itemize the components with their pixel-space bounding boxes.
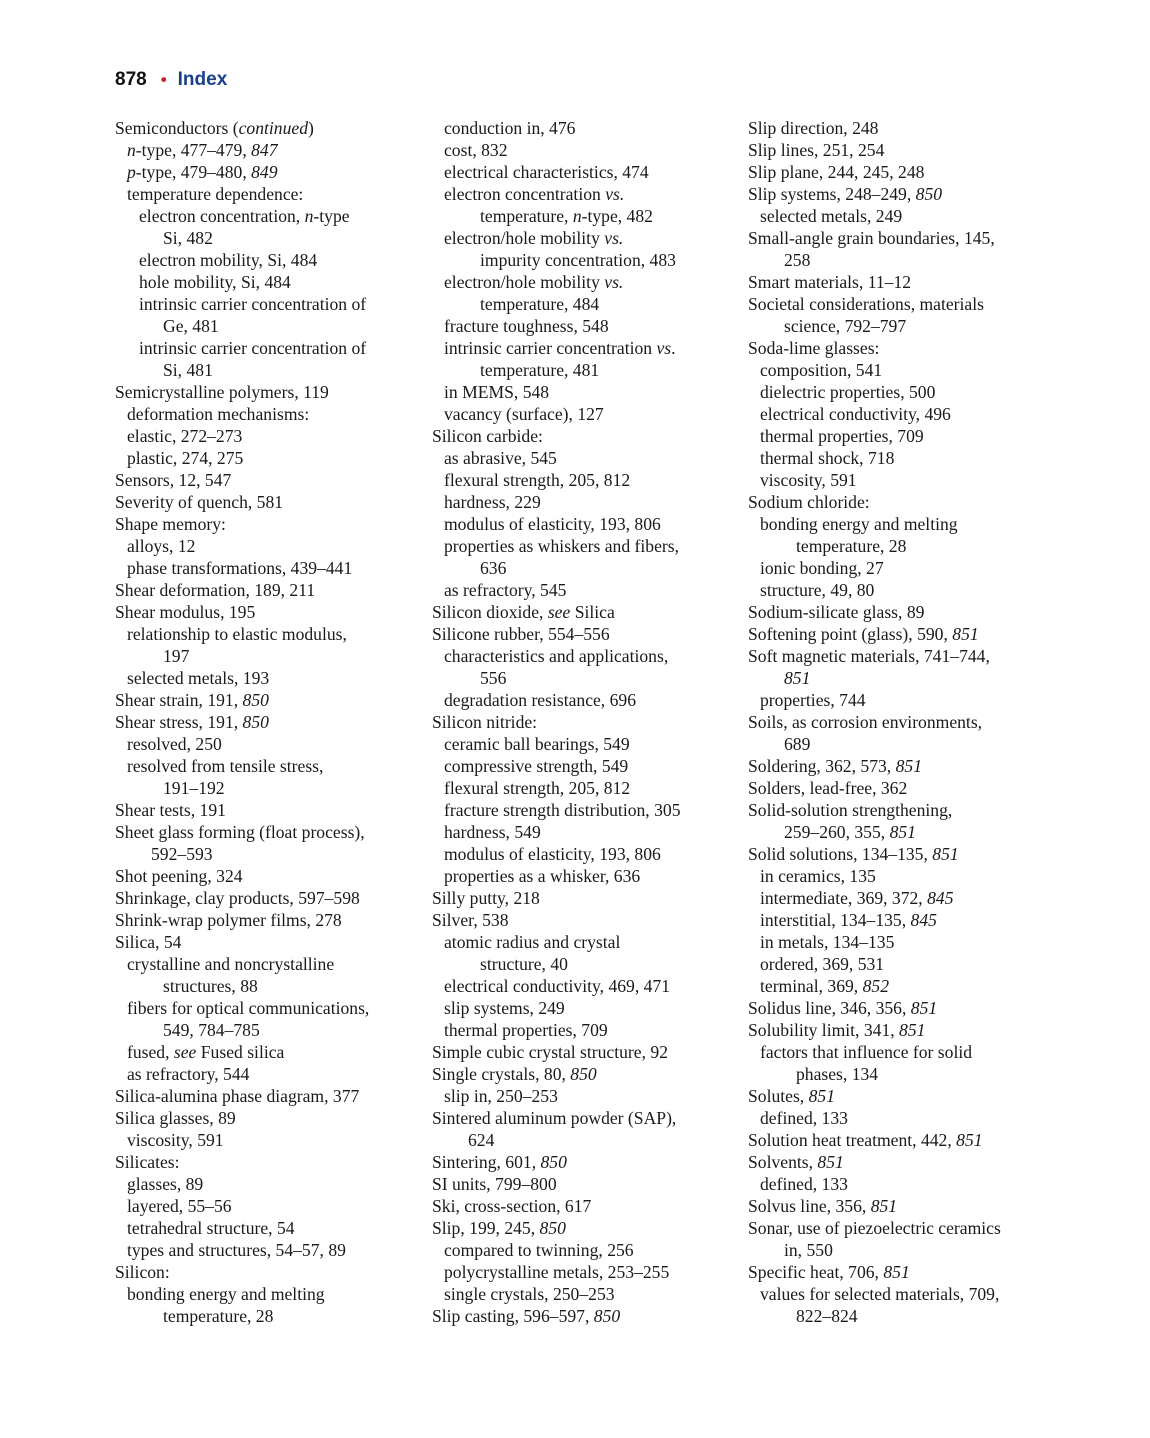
index-entry: Soda-lime glasses: — [748, 338, 880, 358]
index-column-1 — [115, 117, 415, 1327]
index-entry: Sintered aluminum powder (SAP), — [432, 1108, 677, 1128]
index-entry: in MEMS, 548 — [444, 382, 550, 402]
index-entry: Solid solutions, 134–135, 851 — [748, 844, 959, 864]
index-entry: structure, 40 — [480, 954, 568, 974]
index-entry: Soft magnetic materials, 741–744, — [748, 646, 990, 666]
index-entry: Sintering, 601, 850 — [432, 1152, 567, 1172]
index-entry: Simple cubic crystal structure, 92 — [432, 1042, 668, 1062]
index-entry: 556 — [480, 668, 507, 688]
index-entry: Semicrystalline polymers, 119 — [115, 382, 329, 402]
index-entry: Shrink-wrap polymer films, 278 — [115, 910, 342, 930]
index-entry: electron/hole mobility vs. — [444, 228, 624, 248]
index-entry: interstitial, 134–135, 845 — [760, 910, 937, 930]
index-entry: Small-angle grain boundaries, 145, — [748, 228, 995, 248]
index-entry: composition, 541 — [760, 360, 883, 380]
index-entry: Solutes, 851 — [748, 1086, 835, 1106]
index-entry: 624 — [468, 1130, 495, 1150]
index-entry: Sonar, use of piezoelectric ceramics — [748, 1218, 1001, 1238]
index-entry: Shot peening, 324 — [115, 866, 243, 886]
section-title: Index — [177, 69, 228, 90]
index-entry: temperature, 28 — [163, 1306, 274, 1326]
index-entry: Solid-solution strengthening, — [748, 800, 953, 820]
index-entry: Solidus line, 346, 356, 851 — [748, 998, 938, 1018]
index-column-2 — [432, 117, 732, 1327]
index-entry: alloys, 12 — [127, 536, 196, 556]
index-entry: Smart materials, 11–12 — [748, 272, 912, 292]
index-entry: 689 — [784, 734, 811, 754]
index-entry: Silicon nitride: — [432, 712, 538, 732]
index-entry: Solubility limit, 341, 851 — [748, 1020, 926, 1040]
index-entry: glasses, 89 — [127, 1174, 204, 1194]
index-entry: Soldering, 362, 573, 851 — [748, 756, 922, 776]
index-entry: vacancy (surface), 127 — [444, 404, 604, 424]
index-entry: intrinsic carrier concentration of — [139, 294, 367, 314]
index-entry: types and structures, 54–57, 89 — [127, 1240, 346, 1260]
index-entry: temperature dependence: — [127, 184, 304, 204]
index-entry: structure, 49, 80 — [760, 580, 875, 600]
index-entry: Silica-alumina phase diagram, 377 — [115, 1086, 360, 1106]
index-entry: factors that influence for solid — [760, 1042, 973, 1062]
index-entry: fused, see Fused silica — [127, 1042, 285, 1062]
index-entry: compared to twinning, 256 — [444, 1240, 634, 1260]
index-entry: Shear modulus, 195 — [115, 602, 256, 622]
index-entry: Single crystals, 80, 850 — [432, 1064, 597, 1084]
index-entry: crystalline and noncrystalline — [127, 954, 335, 974]
index-entry: Shear stress, 191, 850 — [115, 712, 269, 732]
index-entry: Slip plane, 244, 245, 248 — [748, 162, 925, 182]
index-entry: 549, 784–785 — [163, 1020, 260, 1040]
index-entry: Softening point (glass), 590, 851 — [748, 624, 979, 644]
index-entry: Si, 482 — [163, 228, 213, 248]
index-entry: bonding energy and melting — [760, 514, 958, 534]
index-entry: thermal properties, 709 — [444, 1020, 608, 1040]
index-entry: hardness, 229 — [444, 492, 541, 512]
index-entry: Sensors, 12, 547 — [115, 470, 232, 490]
index-entry: Solvents, 851 — [748, 1152, 844, 1172]
index-entry: plastic, 274, 275 — [127, 448, 244, 468]
index-entry: Sodium-silicate glass, 89 — [748, 602, 925, 622]
index-entry: electron/hole mobility vs. — [444, 272, 624, 292]
index-entry: Silly putty, 218 — [432, 888, 540, 908]
index-entry: thermal properties, 709 — [760, 426, 924, 446]
index-entry: Silica glasses, 89 — [115, 1108, 236, 1128]
index-entry: Slip, 199, 245, 850 — [432, 1218, 566, 1238]
index-entry: electrical characteristics, 474 — [444, 162, 649, 182]
index-entry: impurity concentration, 483 — [480, 250, 676, 270]
index-entry: Slip casting, 596–597, 850 — [432, 1306, 621, 1326]
index-entry: compressive strength, 549 — [444, 756, 629, 776]
index-entry: dielectric properties, 500 — [760, 382, 936, 402]
index-entry: resolved, 250 — [127, 734, 222, 754]
index-entry: Semiconductors (continued) — [115, 118, 314, 138]
index-entry: conduction in, 476 — [444, 118, 576, 138]
index-entry: ionic bonding, 27 — [760, 558, 884, 578]
index-entry: Shrinkage, clay products, 597–598 — [115, 888, 360, 908]
index-entry: Slip direction, 248 — [748, 118, 879, 138]
index-entry: intrinsic carrier concentration of — [139, 338, 367, 358]
index-entry: viscosity, 591 — [127, 1130, 224, 1150]
index-entry: values for selected materials, 709, — [760, 1284, 1000, 1304]
page-number: 878 — [115, 69, 147, 90]
index-entry: 636 — [480, 558, 507, 578]
index-entry: modulus of elasticity, 193, 806 — [444, 844, 661, 864]
index-entry: elastic, 272–273 — [127, 426, 243, 446]
index-entry: 851 — [784, 668, 811, 688]
index-entry: temperature, 481 — [480, 360, 600, 380]
index-entry: in, 550 — [784, 1240, 833, 1260]
index-entry: properties, 744 — [760, 690, 866, 710]
index-entry: SI units, 799–800 — [432, 1174, 557, 1194]
index-entry: selected metals, 249 — [760, 206, 903, 226]
index-entry: properties as whiskers and fibers, — [444, 536, 680, 556]
index-entry: p-type, 479–480, 849 — [127, 162, 278, 182]
index-entry: Silicon dioxide, see Silica — [432, 602, 615, 622]
index-entry: temperature, n-type, 482 — [480, 206, 653, 226]
index-entry: Silicon: — [115, 1262, 170, 1282]
index-entry: atomic radius and crystal — [444, 932, 621, 952]
index-entry: flexural strength, 205, 812 — [444, 470, 631, 490]
index-entry: properties as a whisker, 636 — [444, 866, 641, 886]
index-entry: degradation resistance, 696 — [444, 690, 636, 710]
index-entry: Shape memory: — [115, 514, 226, 534]
index-entry: electron concentration vs. — [444, 184, 625, 204]
header-bullet: • — [160, 70, 167, 89]
index-entry: fracture toughness, 548 — [444, 316, 609, 336]
index-entry: Solders, lead-free, 362 — [748, 778, 908, 798]
index-entry: 822–824 — [796, 1306, 858, 1326]
index-entry: modulus of elasticity, 193, 806 — [444, 514, 661, 534]
index-entry: ordered, 369, 531 — [760, 954, 885, 974]
index-entry: in ceramics, 135 — [760, 866, 876, 886]
index-entry: 191–192 — [163, 778, 225, 798]
index-entry: tetrahedral structure, 54 — [127, 1218, 295, 1238]
index-entry: n-type, 477–479, 847 — [127, 140, 278, 160]
index-entry: viscosity, 591 — [760, 470, 857, 490]
index-entry: Shear tests, 191 — [115, 800, 226, 820]
index-entry: 592–593 — [151, 844, 213, 864]
index-entry: layered, 55–56 — [127, 1196, 232, 1216]
page-header — [115, 66, 227, 94]
index-entry: structures, 88 — [163, 976, 258, 996]
index-entry: Silicon carbide: — [432, 426, 543, 446]
index-entry: Silicone rubber, 554–556 — [432, 624, 610, 644]
index-entry: electrical conductivity, 469, 471 — [444, 976, 671, 996]
index-entry: Slip systems, 248–249, 850 — [748, 184, 943, 204]
index-entry: Soils, as corrosion environments, — [748, 712, 983, 732]
index-entry: hole mobility, Si, 484 — [139, 272, 291, 292]
index-entry: Societal considerations, materials — [748, 294, 984, 314]
index-entry: as refractory, 544 — [127, 1064, 250, 1084]
index-entry: phases, 134 — [796, 1064, 879, 1084]
index-entry: fibers for optical communications, — [127, 998, 370, 1018]
index-entry: Silicates: — [115, 1152, 180, 1172]
index-entry: selected metals, 193 — [127, 668, 270, 688]
index-entry: science, 792–797 — [784, 316, 907, 336]
index-entry: Slip lines, 251, 254 — [748, 140, 885, 160]
index-entry: Severity of quench, 581 — [115, 492, 284, 512]
index-entry: cost, 832 — [444, 140, 508, 160]
index-entry: temperature, 28 — [796, 536, 907, 556]
index-entry: Silica, 54 — [115, 932, 182, 952]
index-entry: Solvus line, 356, 851 — [748, 1196, 898, 1216]
index-entry: slip in, 250–253 — [444, 1086, 558, 1106]
index-entry: characteristics and applications, — [444, 646, 669, 666]
index-entry: flexural strength, 205, 812 — [444, 778, 631, 798]
index-entry: Shear deformation, 189, 211 — [115, 580, 316, 600]
index-entry: intermediate, 369, 372, 845 — [760, 888, 954, 908]
index-entry: Ge, 481 — [163, 316, 219, 336]
index-entry: Si, 481 — [163, 360, 213, 380]
index-entry: Solution heat treatment, 442, 851 — [748, 1130, 983, 1150]
index-column-3 — [748, 117, 1048, 1327]
index-entry: Silver, 538 — [432, 910, 509, 930]
index-entry: single crystals, 250–253 — [444, 1284, 615, 1304]
index-entry: Sodium chloride: — [748, 492, 870, 512]
index-entry: in metals, 134–135 — [760, 932, 895, 952]
index-entry: bonding energy and melting — [127, 1284, 325, 1304]
index-entry: terminal, 369, 852 — [760, 976, 889, 996]
index-entry: thermal shock, 718 — [760, 448, 895, 468]
index-entry: ceramic ball bearings, 549 — [444, 734, 630, 754]
index-entry: as refractory, 545 — [444, 580, 567, 600]
index-entry: resolved from tensile stress, — [127, 756, 324, 776]
index-entry: Shear strain, 191, 850 — [115, 690, 269, 710]
index-entry: deformation mechanisms: — [127, 404, 310, 424]
index-entry: electrical conductivity, 496 — [760, 404, 951, 424]
index-entry: electron mobility, Si, 484 — [139, 250, 318, 270]
index-entry: temperature, 484 — [480, 294, 600, 314]
index-entry: 258 — [784, 250, 811, 270]
index-entry: electron concentration, n-type — [139, 206, 350, 226]
index-entry: fracture strength distribution, 305 — [444, 800, 681, 820]
index-entry: intrinsic carrier concentration vs. — [444, 338, 676, 358]
index-entry: relationship to elastic modulus, — [127, 624, 347, 644]
index-entry: defined, 133 — [760, 1174, 848, 1194]
index-entry: as abrasive, 545 — [444, 448, 557, 468]
index-entry: Specific heat, 706, 851 — [748, 1262, 910, 1282]
index-entry: hardness, 549 — [444, 822, 541, 842]
index-entry: Ski, cross-section, 617 — [432, 1196, 592, 1216]
index-entry: 259–260, 355, 851 — [784, 822, 916, 842]
index-entry: polycrystalline metals, 253–255 — [444, 1262, 670, 1282]
index-entry: slip systems, 249 — [444, 998, 565, 1018]
index-entry: defined, 133 — [760, 1108, 848, 1128]
index-entry: 197 — [163, 646, 190, 666]
index-entry: Sheet glass forming (float process), — [115, 822, 365, 842]
index-entry: phase transformations, 439–441 — [127, 558, 353, 578]
